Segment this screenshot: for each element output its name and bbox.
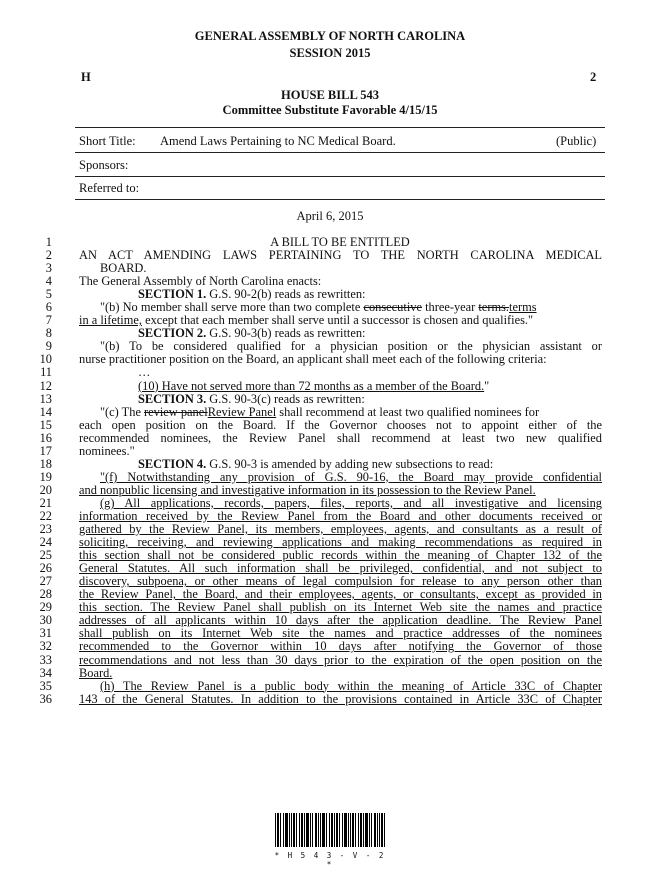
divider: [75, 176, 605, 177]
text-line: 25 this section shall not be considered public records within the meaning of Chapter 132 of the: [39, 548, 602, 563]
text-line: 8 SECTION 2. G.S. 90-3(b) reads as rewritten:: [45, 326, 366, 341]
text-line: 32 recommended to the Governor within 10 days after notifying the Governor of those: [39, 639, 602, 654]
text-line: 35 (h) The Review Panel is a public body within the meaning of Article 33C of Chapter: [39, 678, 602, 693]
divider: [75, 199, 605, 200]
text-line: 16 recommended nominees, the Review Panel shall recommend at least two new qualified: [39, 430, 602, 445]
text-line: 11 …: [40, 365, 151, 380]
assembly-title: GENERAL ASSEMBLY OF NORTH CAROLINA: [194, 29, 466, 43]
bill-number: HOUSE BILL 543: [281, 88, 379, 102]
text-line: 1 A BILL TO BE ENTITLED: [45, 235, 410, 249]
text-line: 2 AN ACT AMENDING LAWS PERTAINING TO THE NORTH CAROLINA MEDICAL: [45, 248, 602, 263]
text-line: 21 (g) All applications, records, papers, files, reports, and all investigative and licensing: [39, 495, 602, 510]
referred-label: Referred to:: [79, 181, 140, 195]
text-line: 15 each open position on the Board. If the Governor chooses not to appoint either of the: [39, 417, 602, 432]
text-line: 12 (10) Have not served more than 72 months as a member of the Board.": [39, 378, 490, 393]
text-line: 27 discovery, subpoena, or other means of legal compulsion for release to any person other than: [39, 574, 602, 589]
text-line: 7 in a lifetime, except that each member shall serve until a successor is chosen and qualifies.": [45, 313, 534, 328]
text-line: 18 SECTION 4. G.S. 90-3 is amended by adding new subsections to read:: [39, 456, 494, 471]
text-line: 17 nominees.": [39, 443, 135, 458]
text-line: 3 BOARD.: [45, 261, 147, 276]
text-line: 14 "(c) The review panelReview Panel shall recommend at least two qualified nominees for: [39, 404, 540, 419]
text-line: 34 Board.: [39, 665, 113, 680]
chamber-letter: H: [81, 70, 91, 84]
text-line: 5 SECTION 1. G.S. 90-2(b) reads as rewritten:: [45, 287, 366, 302]
text-line: 24 soliciting, receiving, and reviewing applications and making recommendations as required in: [39, 535, 602, 550]
public-tag: (Public): [556, 134, 597, 148]
text-line: 26 General Statutes. All such information shall be privileged, confidential, and not subject to: [39, 561, 602, 576]
text-line: 20 and nonpublic licensing and investigative information in its possession to the Review Panel.: [39, 482, 536, 497]
version-number: 2: [590, 70, 597, 84]
text-line: 31 shall publish on its Internet Web site the names and practice addresses of the nominees: [39, 626, 602, 641]
text-line: 30 addresses of all applicants within 10 days after the application deadline. The Review Panel: [39, 613, 602, 628]
divider: [75, 127, 605, 128]
short-title-label: Short Title:: [79, 134, 136, 148]
text-line: 6 "(b) No member shall serve more than two complete consecutive three-year terms.terms: [45, 300, 537, 315]
text-line: 23 gathered by the Review Panel, its members, employees, agents, and consultants as a result of: [39, 522, 602, 537]
bill-text: [0, 236, 660, 706]
text-line: 9 "(b) To be considered qualified for a physician position or the physician assistant or: [45, 339, 602, 354]
text-line: 10 nurse practitioner position on the Board, an applicant shall meet each of the following criteria:: [39, 352, 547, 367]
text-line: 29 this section. The Review Panel shall publish on its Internet Web site the names and practice: [39, 600, 602, 615]
text-line: 4 The General Assembly of North Carolina enacts:: [45, 274, 322, 289]
divider: [75, 152, 605, 153]
text-line: 13 SECTION 3. G.S. 90-3(c) reads as rewritten:: [39, 391, 365, 406]
text-line: 19 "(f) Notwithstanding any provision of G.S. 90-16, the Board may provide confidential: [39, 469, 602, 484]
short-title: Amend Laws Pertaining to NC Medical Board.: [160, 134, 396, 148]
sponsors-label: Sponsors:: [79, 158, 129, 172]
text-line: 36 143 of the General Statutes. In addition to the provisions contained in Article 33C of Chapter: [39, 691, 602, 706]
barcode-icon: [275, 813, 385, 847]
bill-date: April 6, 2015: [296, 209, 364, 223]
text-line: 33 recommendations and not less than 30 days prior to the expiration of the open position on the: [39, 652, 602, 667]
session-title: SESSION 2015: [289, 46, 371, 60]
text-line: 28 the Review Panel, the Board, and their employees, agents, or consultants, except as provided in: [39, 587, 602, 602]
bill-status: Committee Substitute Favorable 4/15/15: [222, 103, 438, 117]
barcode-text: * H 5 4 3 - V - 2 *: [274, 851, 386, 869]
text-line: 22 information received by the Review Panel from the Board and other documents received or: [39, 508, 602, 523]
